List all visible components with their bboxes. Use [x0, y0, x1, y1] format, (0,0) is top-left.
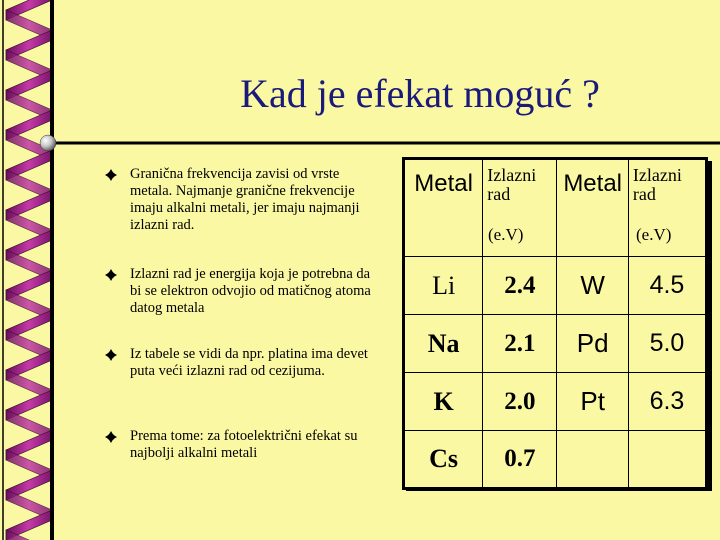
value-cell: 4.5 — [628, 257, 706, 315]
bullet-item — [104, 166, 384, 234]
header-work-right: Izlazni rad — [628, 159, 706, 257]
bullet-item — [104, 346, 384, 380]
work-function-table — [402, 157, 708, 490]
diamond-bullet-icon — [104, 348, 118, 362]
metal-cell: K — [404, 373, 483, 431]
table-row — [404, 373, 707, 431]
metal-cell: Na — [404, 315, 483, 373]
metal-cell: Pt — [557, 373, 629, 431]
metal-cell — [557, 431, 629, 489]
title-divider-line — [38, 133, 720, 153]
bullet-text: Granična frekvencija zavisi od vrste metala. Najmanje granične frekvencije imaju alkalni metali, jer imaju najmanji izlazni rad. — [130, 166, 360, 233]
diamond-bullet-icon — [104, 430, 118, 444]
bullet-item — [104, 428, 384, 462]
header-metal-right: Metal — [557, 159, 629, 257]
metal-cell: Cs — [404, 431, 483, 489]
metal-cell: W — [557, 257, 629, 315]
metal-cell: Pd — [557, 315, 629, 373]
table-row — [404, 315, 707, 373]
value-cell: 2.4 — [483, 257, 557, 315]
table-row — [404, 431, 707, 489]
work-function-table-container — [402, 157, 708, 487]
slide-title: Kad je efekat moguć ? — [240, 71, 600, 116]
header-unit-left: (e.V) — [488, 225, 524, 244]
diamond-bullet-icon — [104, 268, 118, 282]
value-cell: 2.0 — [483, 373, 557, 431]
bullet-item — [104, 266, 384, 317]
metal-cell: Li — [404, 257, 483, 315]
header-work-left: Izlazni rad — [483, 159, 557, 257]
bullet-text: Iz tabele se vidi da npr. platina ima devet puta veći izlazni rad od cezijuma. — [130, 346, 368, 379]
diamond-bullet-icon — [104, 168, 118, 182]
bullet-text: Prema tome: za fotoelektrični efekat su najbolji alkalni metali — [130, 428, 358, 461]
zigzag-border-decoration — [0, 0, 80, 540]
bullet-text: Izlazni rad je energija koja je potrebna da bi se elektron odvojio od matičnog atoma datog metala — [130, 266, 371, 316]
header-metal-left: Metal — [404, 159, 483, 257]
header-unit-right: (e.V) — [636, 225, 672, 244]
value-cell: 5.0 — [628, 315, 706, 373]
table-row — [404, 257, 707, 315]
value-cell: 6.3 — [628, 373, 706, 431]
value-cell — [628, 431, 706, 489]
value-cell: 0.7 — [483, 431, 557, 489]
value-cell: 2.1 — [483, 315, 557, 373]
